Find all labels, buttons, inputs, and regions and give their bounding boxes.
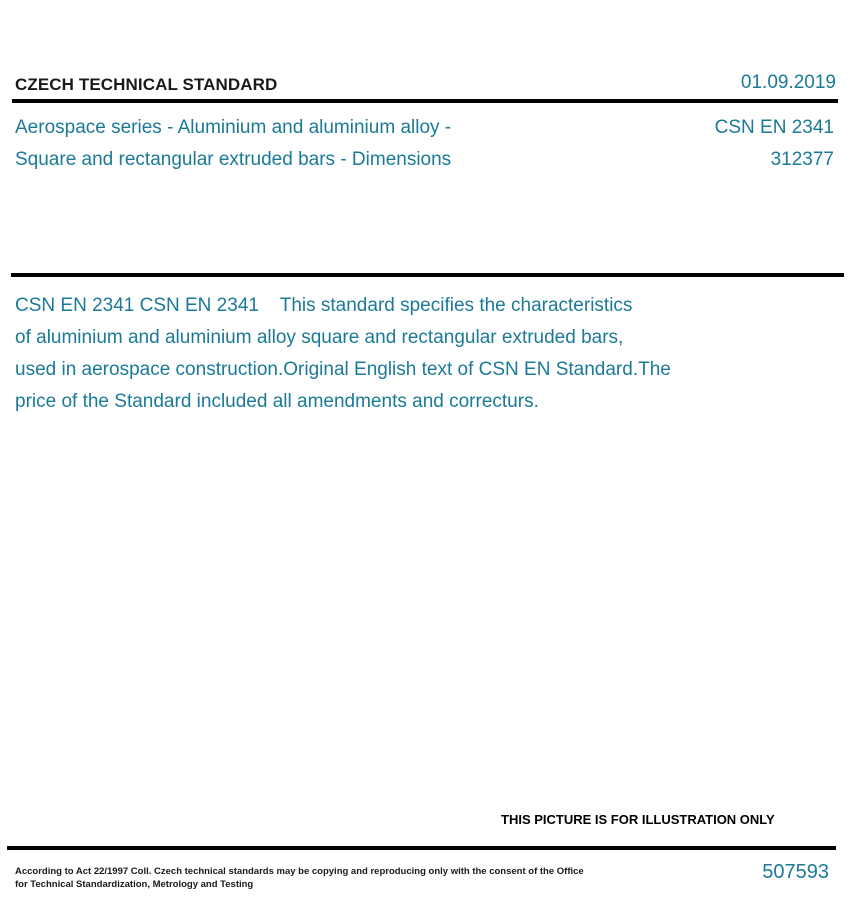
legal-notice: [15, 865, 584, 891]
description-line: of aluminium and aluminium alloy square and rectangular extruded bars,: [15, 327, 624, 348]
standard-class-number: 312377: [770, 149, 834, 170]
standard-description: [15, 290, 795, 418]
description-line: price of the Standard included all amendments and correcturs.: [15, 391, 539, 412]
standard-title-line-2: Square and rectangular extruded bars - Dimensions: [15, 149, 452, 170]
description-line: used in aerospace construction.Original English text of CSN EN Standard.The: [15, 359, 671, 380]
description-line: CSN EN 2341 CSN EN 2341 This standard specifies the characteristics: [15, 295, 633, 316]
catalog-number: 507593: [762, 861, 829, 883]
header-divider: [12, 99, 838, 103]
title-divider: [11, 273, 844, 277]
illustration-disclaimer: THIS PICTURE IS FOR ILLUSTRATION ONLY: [501, 812, 775, 827]
legal-notice-line: According to Act 22/1997 Coll. Czech technical standards may be copying and reproducing only with the consent of the Office: [15, 866, 584, 877]
footer-divider: [7, 846, 836, 850]
publication-date: 01.09.2019: [740, 72, 836, 93]
standard-code: CSN EN 2341: [714, 117, 834, 138]
legal-notice-line: for Technical Standardization, Metrology and Testing: [15, 879, 254, 890]
standard-title-line-1: Aerospace series - Aluminium and aluminium alloy -: [15, 117, 452, 138]
document-type-label: CZECH TECHNICAL STANDARD: [15, 75, 278, 94]
